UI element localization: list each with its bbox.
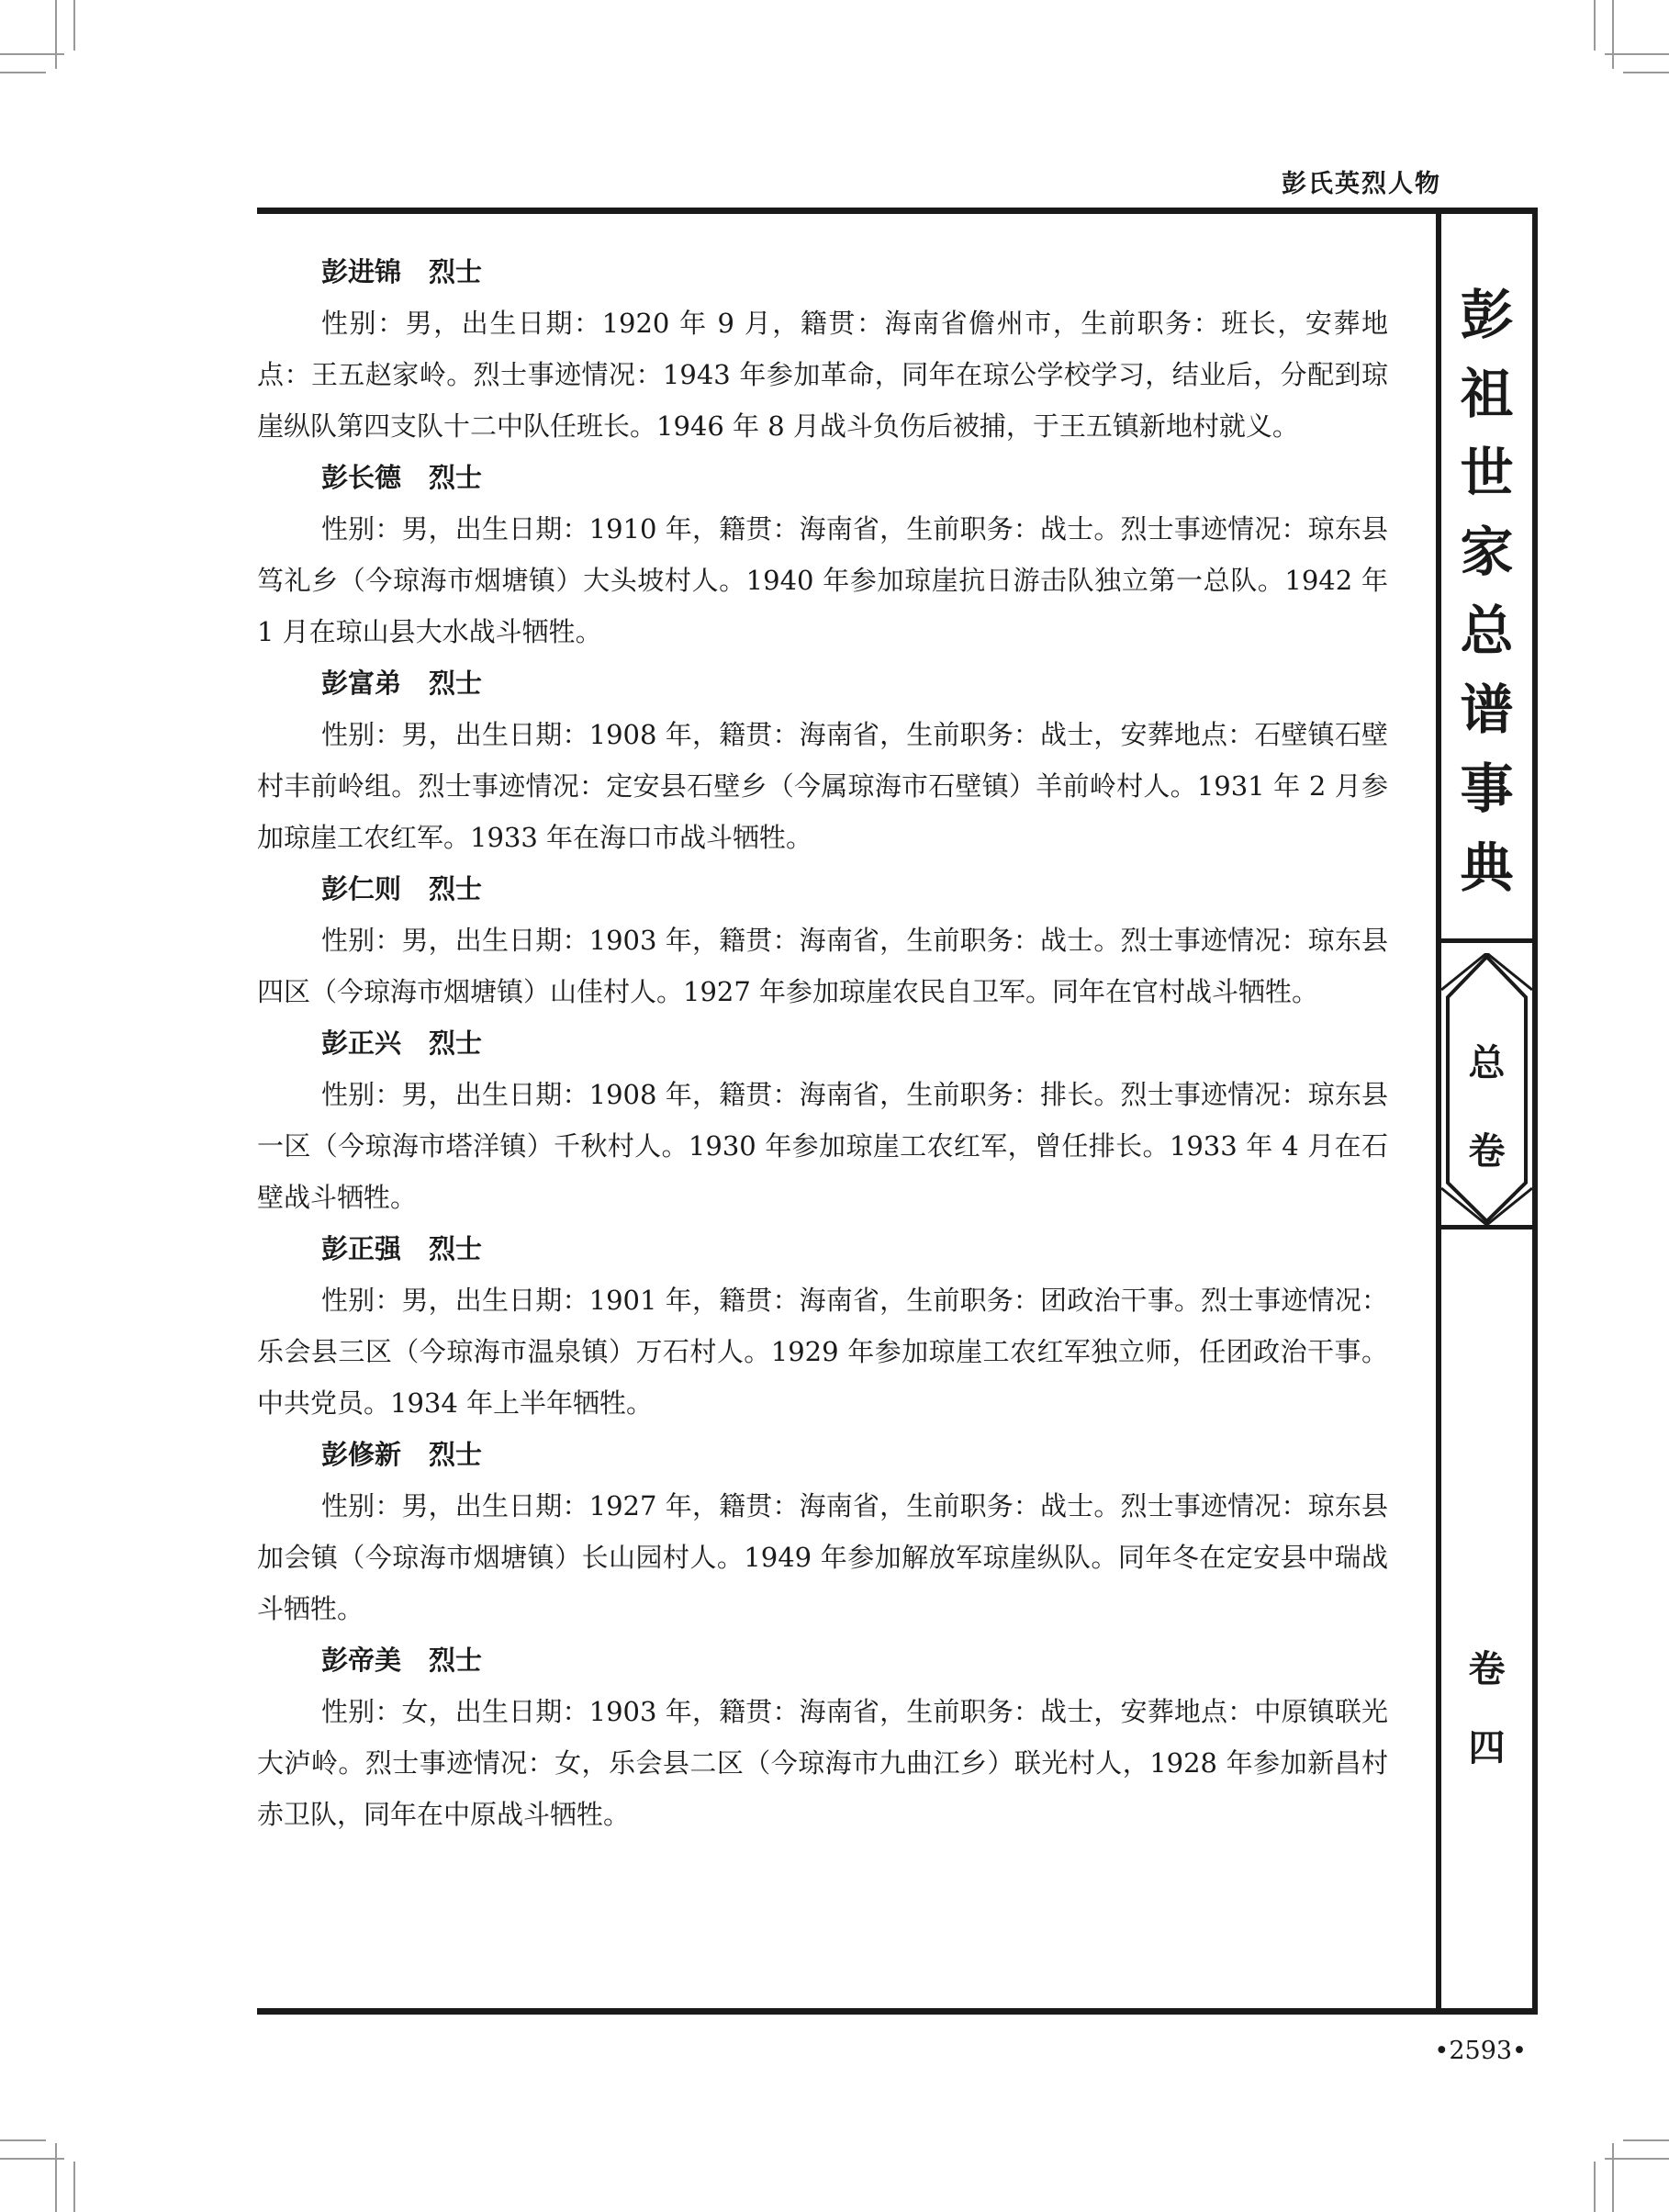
- crop-mark: [0, 53, 64, 55]
- martyr-entry: [257, 657, 1388, 863]
- entry-body: 性别：男，出生日期：1910 年，籍贯：海南省，生前职务：战士。烈士事迹情况：琼东县笃礼乡（今琼海市烟塘镇）大头坡村人。1940 年参加琼崖抗日游击队独立第一总队。1942 年 1 月在琼山县大水战斗牺牲。: [257, 513, 1388, 647]
- martyr-entry: [257, 246, 1388, 452]
- entry-body: 性别：男，出生日期：1901 年，籍贯：海南省，生前职务：团政治干事。烈士事迹情况：乐会县三区（今琼海市温泉镇）万石村人。1929 年参加琼崖工农红军独立师，任团政治干事。中共党员。1934 年上半年牺牲。: [257, 1285, 1388, 1419]
- crop-mark: [1612, 0, 1614, 69]
- section-title: 彭氏英烈人物: [1282, 170, 1441, 198]
- crop-mark: [55, 2143, 57, 2212]
- book-title-char: 谱: [1460, 679, 1514, 741]
- sidebar-border-right: [1532, 208, 1538, 2015]
- crop-mark: [0, 72, 46, 73]
- martyr-entry: [257, 452, 1388, 657]
- book-title-char: 祖: [1460, 363, 1514, 425]
- entry-title: 烈士: [429, 1233, 483, 1264]
- crop-mark: [0, 2139, 46, 2141]
- crop-mark: [1594, 0, 1596, 51]
- volume-label: [1441, 1019, 1532, 1196]
- bottom-rule: [257, 2008, 1538, 2015]
- entries-list: [257, 246, 1388, 1840]
- entry-title: 烈士: [429, 1645, 483, 1676]
- entry-name: 彭长德: [321, 462, 402, 493]
- book-number-char: 四: [1468, 1727, 1506, 1769]
- top-rule: [257, 208, 1538, 214]
- entry-title: 烈士: [429, 668, 483, 699]
- entry-name: 彭富弟: [321, 668, 402, 699]
- entry-title: 烈士: [429, 462, 483, 493]
- sidebar-divider: [1441, 938, 1532, 943]
- martyr-entry: [257, 1017, 1388, 1223]
- sidebar-divider: [1441, 1225, 1532, 1230]
- entry-body: 性别：男，出生日期：1927 年，籍贯：海南省，生前职务：战士。烈士事迹情况：琼东县加会镇（今琼海市烟塘镇）长山园村人。1949 年参加解放军琼崖纵队。同年冬在定安县中瑞战斗牺牲。: [257, 1490, 1388, 1624]
- entry-title: 烈士: [429, 1439, 483, 1470]
- entry-title: 烈士: [429, 256, 483, 287]
- book-number-label: [1441, 1630, 1532, 1788]
- entry-name: 彭帝美: [321, 1645, 402, 1676]
- crop-mark: [1612, 2143, 1614, 2212]
- crop-mark: [1623, 2139, 1669, 2141]
- entry-body: 性别：女，出生日期：1903 年，籍贯：海南省，生前职务：战士，安葬地点：中原镇联光大泸岭。烈士事迹情况：女，乐会县二区（今琼海市九曲江乡）联光村人，1928 年参加新昌村赤卫队，同年在中原战斗牺牲。: [257, 1696, 1388, 1830]
- entry-body: 性别：男，出生日期：1903 年，籍贯：海南省，生前职务：战士。烈士事迹情况：琼东县四区（今琼海市烟塘镇）山佳村人。1927 年参加琼崖农民自卫军。同年在官村战斗牺牲。: [257, 925, 1388, 1007]
- entry-title: 烈士: [429, 873, 483, 904]
- entry-body: 性别：男，出生日期：1908 年，籍贯：海南省，生前职务：排长。烈士事迹情况：琼东县一区（今琼海市塔洋镇）千秋村人。1930 年参加琼崖工农红军，曾任排长。1933 年 4 月在石壁战斗牺牲。: [257, 1079, 1388, 1213]
- entry-body: 性别：男，出生日期：1908 年，籍贯：海南省，生前职务：战士，安葬地点：石壁镇石壁村丰前岭组。烈士事迹情况：定安县石壁乡（今属琼海市石壁镇）羊前岭村人。1931 年 2 月参加琼崖工农红军。1933 年在海口市战斗牺牲。: [257, 719, 1388, 853]
- book-title-char: 事: [1460, 758, 1514, 820]
- book-title-char: 家: [1460, 521, 1514, 583]
- crop-mark: [0, 2158, 64, 2160]
- entry-name: 彭修新: [321, 1439, 402, 1470]
- entry-name: 彭正强: [321, 1233, 402, 1264]
- page-number: •2593•: [1434, 2037, 1527, 2065]
- entry-name: 彭正兴: [321, 1027, 402, 1059]
- entry-title: 烈士: [429, 1027, 483, 1059]
- crop-mark: [55, 0, 57, 69]
- crop-mark: [1605, 2158, 1669, 2160]
- crop-mark: [1605, 53, 1669, 55]
- crop-mark: [1594, 2161, 1596, 2212]
- entry-body: 性别：男，出生日期：1920 年 9 月，籍贯：海南省儋州市，生前职务：班长，安葬地点：王五赵家岭。烈士事迹情况：1943 年参加革命，同年在琼公学校学习，结业后，分配到琼崖纵队第四支队十二中队任班长。1946 年 8 月战斗负伤后被捕，于王五镇新地村就义。: [257, 308, 1388, 442]
- book-title-char: 总: [1460, 600, 1514, 662]
- martyr-entry: [257, 1634, 1388, 1840]
- martyr-entry: [257, 1429, 1388, 1634]
- book-title-char: 典: [1460, 837, 1514, 899]
- crop-mark: [1623, 72, 1669, 73]
- martyr-entry: [257, 863, 1388, 1017]
- volume-char: 总: [1468, 1042, 1506, 1084]
- crop-mark: [73, 0, 75, 51]
- book-title-vertical: [1441, 275, 1532, 907]
- volume-char: 卷: [1468, 1130, 1506, 1173]
- crop-mark: [73, 2161, 75, 2212]
- book-number-char: 卷: [1468, 1648, 1506, 1690]
- martyr-entry: [257, 1223, 1388, 1429]
- book-title-char: 彭: [1460, 284, 1514, 346]
- book-title-char: 世: [1460, 442, 1514, 504]
- entry-name: 彭仁则: [321, 873, 402, 904]
- entry-name: 彭进锦: [321, 256, 402, 287]
